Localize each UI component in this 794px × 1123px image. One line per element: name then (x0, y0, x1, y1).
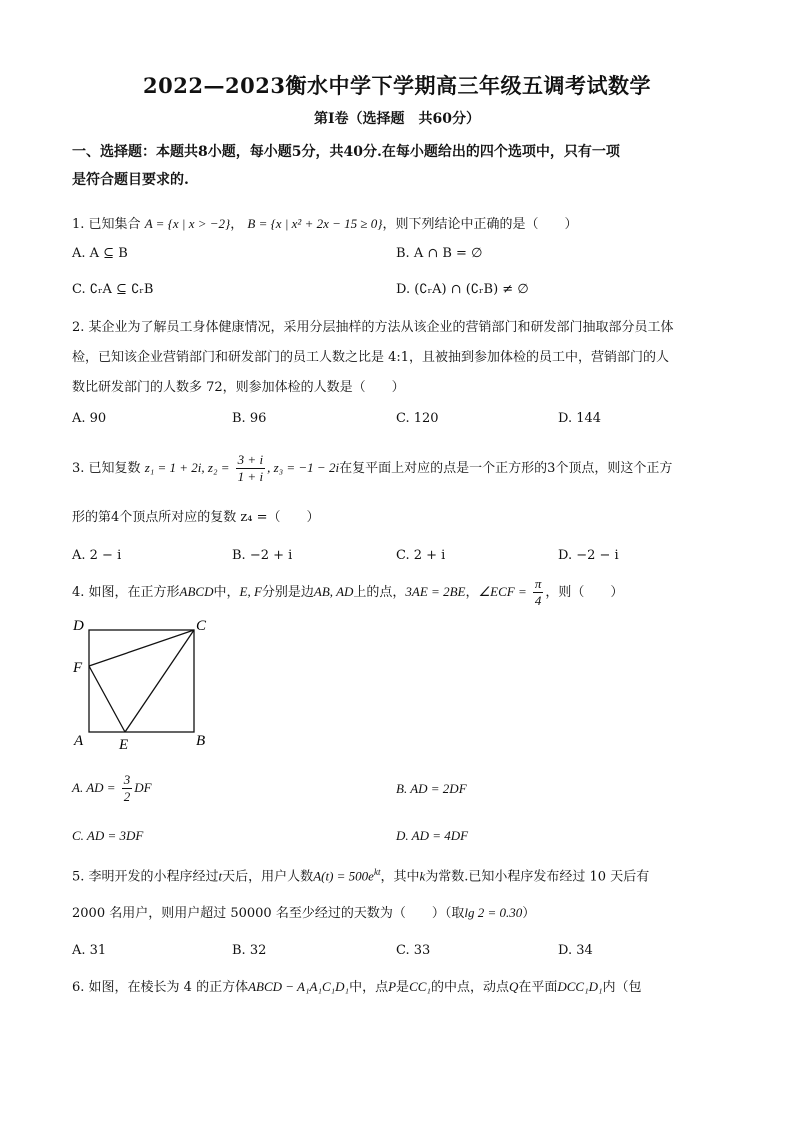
q4-prefix: 4. 如图，在正方形 (72, 585, 180, 600)
q2-option-c[interactable]: C. 120 (396, 411, 439, 426)
q1-set-b: B = {x | x² + 2x − 15 ≥ 0} (247, 216, 383, 231)
square-figure (70, 612, 210, 752)
q4-opt-a-fraction (122, 772, 133, 805)
q5-t: t (218, 868, 223, 884)
q2-line2: 检，已知该企业营销部门和研发部门的员工人数之比是 4:1，且被抽到参加体检的员工中，营销部门的人 (72, 350, 670, 365)
q2-option-d[interactable]: D. 144 (558, 411, 602, 426)
q5-line2a: 2000 名用户，则用户超过 50000 名至少经过的天数为（ ）（取 (72, 906, 465, 921)
q1-option-b[interactable]: B. A ∩ B = ∅ (396, 246, 483, 261)
q4-mid: 中， (213, 585, 240, 600)
q4-option-b[interactable]: B. AD = 2DF (396, 781, 467, 796)
q4-mid4: ， (465, 585, 479, 600)
q6-cube: ABCD − A₁A₁C₁D₁ (248, 979, 350, 994)
q5-line1a: 5. 李明开发的小程序经过 (72, 869, 219, 885)
q3-frac-denominator: 1 + i (237, 469, 264, 484)
q5-lg: lg 2 = 0.30 (464, 905, 523, 920)
q4-opt-a-post: DF (134, 780, 152, 795)
q6-p: P (388, 979, 397, 994)
q5-option-d[interactable]: D. 34 (558, 943, 593, 958)
q5-k: k (419, 868, 426, 884)
q4-angle: ∠ECF = (478, 584, 527, 599)
q3-option-a[interactable]: A. 2 − i (72, 548, 122, 563)
q2-option-b[interactable]: B. 96 (232, 411, 267, 426)
q4-suffix: ，则（ ） (545, 585, 624, 600)
question-6-line1 (72, 977, 642, 998)
label-e: E (119, 737, 129, 752)
q4-mid3: 上的点， (353, 585, 406, 600)
q1-option-d[interactable]: D. (∁ᵣA) ∩ (∁ᵣB) ≠ ∅ (396, 282, 529, 297)
q4-angle-fraction (533, 576, 544, 609)
q4-opt-a-numerator: 3 (123, 772, 131, 787)
q6-line1f: 内（包 (602, 980, 642, 995)
q4-opt-a-pre: A. AD = (72, 780, 116, 795)
q6-plane: DCC₁D₁ (557, 979, 603, 994)
q5-option-a[interactable]: A. 31 (72, 943, 107, 958)
q3-option-d[interactable]: D. −2 − i (558, 548, 619, 563)
q6-line1e: 在平面 (518, 980, 558, 995)
question-3-stem (72, 450, 672, 487)
q1-comma: ， (230, 217, 244, 232)
label-a: A (74, 733, 84, 749)
q3-frac-numerator: 3 + i (237, 452, 264, 467)
q6-q: Q (508, 979, 519, 994)
q1-prefix: 1. 已知集合 (72, 217, 141, 232)
q3-option-b[interactable]: B. −2 + i (232, 548, 293, 563)
question-1-stem (72, 214, 577, 235)
segment-ec (125, 630, 194, 732)
q4-option-c[interactable]: C. AD = 3DF (72, 828, 144, 843)
q5-exponent: kt (373, 867, 381, 877)
q6-line1a: 6. 如图，在棱长为 4 的正方体 (72, 980, 249, 995)
q2-line3: 数比研发部门的人数多 72，则参加体检的人数是（ ） (72, 380, 405, 395)
q4-abad: AB, AD (313, 584, 354, 599)
q4-opt-a-denominator: 2 (123, 789, 131, 804)
section-heading (72, 138, 732, 194)
segment-fc (89, 630, 194, 666)
q2-line1: 2. 某企业为了解员工身体健康情况，采用分层抽样的方法从该企业的营销部门和研发部门抽取部分员工体 (72, 320, 674, 335)
segment-fe (89, 666, 125, 732)
q6-line1c: 是 (396, 980, 410, 995)
q3-suffix: 在复平面上对应的点是一个正方形的3个顶点，则这个正方 (339, 461, 673, 476)
q3-option-c[interactable]: C. 2 + i (396, 548, 446, 563)
label-f: F (73, 660, 83, 676)
q4-option-a[interactable] (72, 770, 152, 807)
q6-line1b: 中，点 (349, 980, 389, 995)
q1-set-a: A = {x | x > −2} (144, 216, 231, 231)
label-d: D (73, 618, 84, 634)
question-5-line1 (72, 862, 649, 887)
q3-z2-fraction (236, 452, 265, 485)
q4-abcd: ABCD (179, 584, 214, 599)
q3-z3: , z₃ = −1 − 2i (267, 460, 340, 475)
q5-line1d: 为常数.已知小程序发布经过 10 天后有 (425, 869, 650, 885)
q3-prefix: 3. 已知复数 (72, 461, 141, 476)
q4-frac-denominator: 4 (534, 593, 542, 608)
q5-line1c: ，其中 (380, 869, 420, 885)
q1-option-c[interactable]: C. ∁ᵣA ⊆ ∁ᵣB (72, 282, 154, 297)
q5-line1b: 天后，用户人数 (222, 869, 314, 885)
q3-line2: 形的第4个顶点所对应的复数 z₄ =（ ） (72, 510, 320, 525)
section-subtitle: 第Ⅰ卷（选择题 共60分） (313, 111, 481, 127)
question-4-stem (72, 574, 623, 611)
q4-ef: E, F (239, 584, 262, 599)
q5-formula: A(t) = 500e (313, 868, 374, 884)
label-c: C (196, 618, 207, 634)
q3-z1z2: z₁ = 1 + 2i, z₂ = (144, 460, 230, 475)
q4-relation: 3AE = 2BE (405, 584, 466, 599)
q6-cc1: CC₁ (409, 979, 431, 994)
q5-option-b[interactable]: B. 32 (232, 943, 267, 958)
q1-suffix: ，则下列结论中正确的是（ ） (382, 217, 578, 232)
q1-option-a[interactable]: A. A ⊆ B (72, 246, 128, 261)
square-abcd (89, 630, 194, 732)
q5-line2b: ） (522, 906, 536, 921)
question-5-line2 (72, 903, 535, 924)
label-b: B (196, 733, 206, 749)
q4-mid2: 分别是边 (261, 585, 314, 600)
q4-frac-numerator: π (534, 576, 542, 591)
page-title: 2022—2023衡水中学下学期高三年级五调考试数学 (143, 73, 651, 98)
section-heading-line2: 是符合题目要求的. (72, 172, 189, 188)
q5-option-c[interactable]: C. 33 (396, 943, 431, 958)
q6-line1d: 的中点，动点 (430, 980, 509, 995)
q2-option-a[interactable]: A. 90 (72, 411, 107, 426)
q4-option-d[interactable]: D. AD = 4DF (396, 828, 469, 843)
section-heading-line1: 一、选择题：本题共8小题，每小题5分，共40分.在每小题给出的四个选项中，只有一项 (72, 144, 620, 160)
